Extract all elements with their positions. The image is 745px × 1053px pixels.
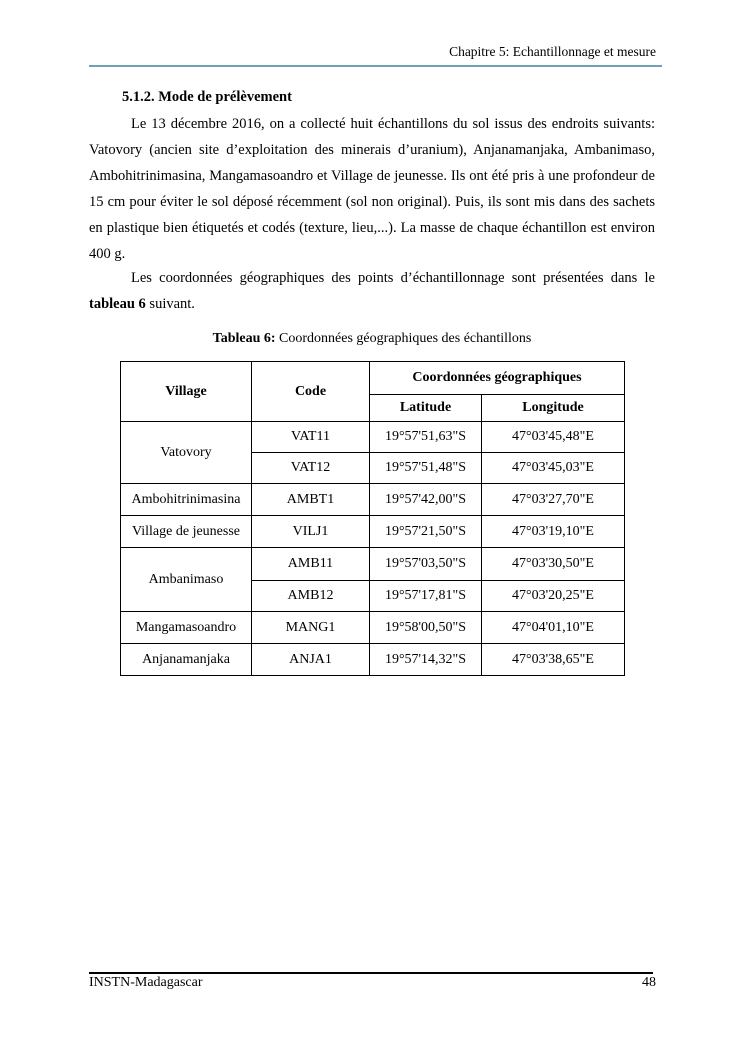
cell-code: AMB11 — [252, 548, 370, 581]
cell-code: VAT12 — [252, 453, 370, 484]
table-row — [121, 644, 625, 676]
coordinates-table — [120, 361, 625, 676]
cell-latitude: 19°57'21,50"S — [370, 516, 482, 548]
cell-code: AMBT1 — [252, 484, 370, 516]
header-village: Village — [121, 362, 252, 422]
cell-latitude: 19°57'42,00"S — [370, 484, 482, 516]
table-row — [121, 612, 625, 644]
cell-village: Ambanimaso — [121, 548, 252, 612]
table-header-row — [121, 362, 625, 395]
cell-latitude: 19°57'51,63"S — [370, 422, 482, 453]
cell-latitude: 19°57'17,81"S — [370, 581, 482, 612]
table-row — [121, 422, 625, 453]
cell-latitude: 19°57'14,32"S — [370, 644, 482, 676]
cell-village: Anjanamanjaka — [121, 644, 252, 676]
cell-code: ANJA1 — [252, 644, 370, 676]
cell-code: VAT11 — [252, 422, 370, 453]
caption-label: Tableau 6: — [212, 331, 276, 346]
header-longitude: Longitude — [482, 395, 625, 422]
cell-code: MANG1 — [252, 612, 370, 644]
table-row — [121, 484, 625, 516]
cell-longitude: 47°03'45,03"E — [482, 453, 625, 484]
page-number: 48 — [642, 975, 656, 990]
header-coordinates: Coordonnées géographiques — [370, 362, 625, 395]
cell-code: AMB12 — [252, 581, 370, 612]
cell-code: VILJ1 — [252, 516, 370, 548]
cell-longitude: 47°03'20,25"E — [482, 581, 625, 612]
paragraph-2-text-b: suivant. — [145, 296, 195, 312]
cell-village: Vatovory — [121, 422, 252, 484]
cell-village: Village de jeunesse — [121, 516, 252, 548]
footer-institution: INSTN-Madagascar — [89, 975, 203, 990]
cell-latitude: 19°57'51,48"S — [370, 453, 482, 484]
header-code: Code — [252, 362, 370, 422]
paragraph-2-text-a: Les coordonnées géographiques des points d’échantillonnage sont présentées dans le — [131, 270, 655, 286]
cell-longitude: 47°03'38,65"E — [482, 644, 625, 676]
footer-rule — [89, 972, 653, 974]
caption-text: Coordonnées géographiques des échantillons — [275, 331, 532, 346]
table-row — [121, 548, 625, 581]
table-caption — [89, 331, 655, 347]
cell-village: Mangamasoandro — [121, 612, 252, 644]
cell-longitude: 47°03'27,70"E — [482, 484, 625, 516]
cell-latitude: 19°58'00,50"S — [370, 612, 482, 644]
cell-village: Ambohitrinimasina — [121, 484, 252, 516]
paragraph-1-text: Le 13 décembre 2016, on a collecté huit échantillons du sol issus des endroits suivants: Vatovory (ancien site d’exploitation des minerais d’uranium), Anjanamanjaka, Ambanimaso, Ambohitrinimasina, Mangamasoandro et Village de jeunesse. Ils ont été pris à une profondeur de 15 cm pour éviter le sol déposé récemment (sol non original). Puis, ils sont mis dans des sachets en plastique bien étiquetés et codés (texture, lieu,...). La masse de chaque échantillon est environ 400 g. — [89, 116, 655, 262]
running-header: Chapitre 5: Echantillonnage et mesure — [449, 44, 656, 59]
cell-longitude: 47°03'19,10"E — [482, 516, 625, 548]
header-rule — [89, 65, 662, 67]
section-heading: 5.1.2. Mode de prélèvement — [122, 89, 292, 105]
cell-longitude: 47°03'45,48"E — [482, 422, 625, 453]
paragraph-1 — [89, 111, 655, 267]
cell-longitude: 47°03'30,50"E — [482, 548, 625, 581]
header-latitude: Latitude — [370, 395, 482, 422]
paragraph-2 — [89, 265, 655, 317]
cell-longitude: 47°04'01,10"E — [482, 612, 625, 644]
table-reference: tableau 6 — [89, 296, 146, 312]
table-row — [121, 516, 625, 548]
cell-latitude: 19°57'03,50"S — [370, 548, 482, 581]
